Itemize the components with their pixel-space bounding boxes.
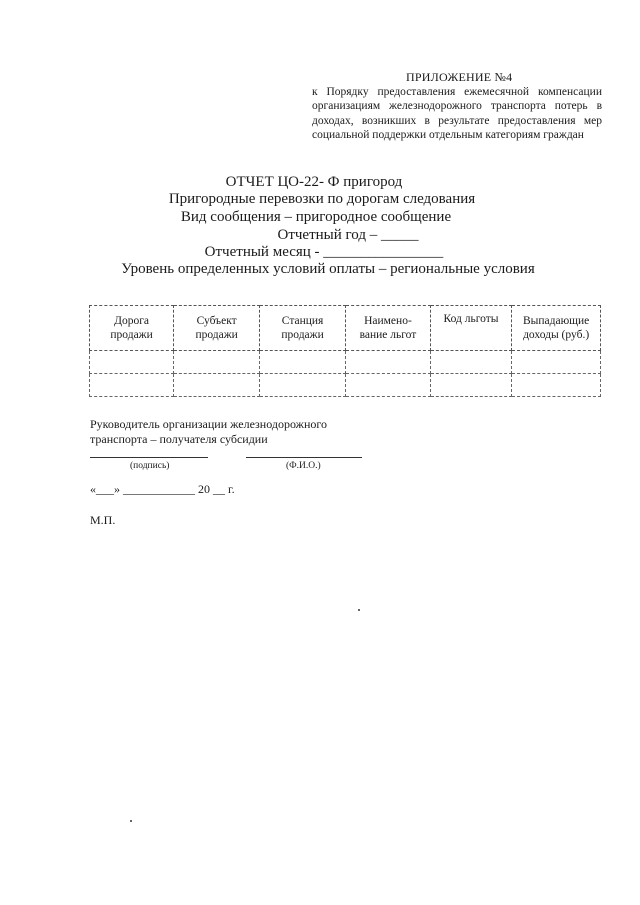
table-cell[interactable] bbox=[90, 374, 174, 397]
reporting-month: Отчетный месяц - ________________ bbox=[204, 244, 444, 260]
table-row bbox=[90, 351, 601, 374]
header-line: Выпадающие bbox=[522, 315, 590, 327]
header-line: доходы (руб.) bbox=[523, 329, 590, 341]
reporting-year: Отчетный год – _____ bbox=[277, 227, 419, 243]
date-line: «___» ____________ 20 __ г. bbox=[90, 482, 235, 496]
header-line: продажи bbox=[110, 329, 153, 341]
header-line: продажи bbox=[281, 329, 324, 341]
table-cell[interactable] bbox=[90, 351, 174, 374]
signature-field[interactable] bbox=[90, 457, 208, 458]
table-cell[interactable] bbox=[174, 351, 260, 374]
report-title: ОТЧЕТ ЦО-22- Ф пригород bbox=[225, 174, 403, 190]
table-cell[interactable] bbox=[346, 374, 431, 397]
report-subtitle: Пригородные перевозки по дорогам следования bbox=[168, 191, 476, 207]
table-cell[interactable] bbox=[430, 374, 511, 397]
head-of-organization-line1: Руководитель организации железнодорожного bbox=[90, 417, 327, 431]
stamp-place: М.П. bbox=[90, 513, 116, 527]
header-line: вание льгот bbox=[359, 329, 417, 341]
header-line: Субъект bbox=[196, 315, 237, 327]
header-line: Наимено- bbox=[364, 315, 412, 327]
col-header-benefit-name bbox=[346, 306, 431, 351]
appendix-text: к Порядку предоставления ежемесячной компенсации организациям железнодорожного транспорта потерь в доходах, возникших в результате предоставления мер социальной поддержки отдельным категориям граждан bbox=[312, 86, 602, 142]
head-of-organization-line2: транспорта – получателя субсидии bbox=[90, 432, 268, 446]
table-header-row bbox=[90, 306, 601, 351]
payment-conditions: Уровень определенных условий оплаты – региональные условия bbox=[121, 261, 535, 277]
message-type: Вид сообщения – пригородное сообщение bbox=[180, 209, 452, 225]
name-caption: (Ф.И.О.) bbox=[286, 461, 321, 471]
table-cell[interactable] bbox=[260, 374, 346, 397]
header-line: продажи bbox=[195, 329, 238, 341]
col-header-subject bbox=[174, 306, 260, 351]
col-header-lost-income bbox=[512, 306, 601, 351]
table-cell[interactable] bbox=[430, 351, 511, 374]
header-line: Код льготы bbox=[443, 313, 499, 325]
col-header-road bbox=[90, 306, 174, 351]
signature-caption: (подпись) bbox=[130, 461, 170, 471]
name-field[interactable] bbox=[246, 457, 362, 458]
col-header-station bbox=[260, 306, 346, 351]
report-table bbox=[89, 305, 601, 397]
scan-speck bbox=[130, 820, 132, 822]
table-cell[interactable] bbox=[346, 351, 431, 374]
header-line: Дорога bbox=[114, 315, 150, 327]
table-cell[interactable] bbox=[260, 351, 346, 374]
scan-speck bbox=[358, 609, 360, 611]
table-cell[interactable] bbox=[174, 374, 260, 397]
table-row bbox=[90, 374, 601, 397]
header-line: Станция bbox=[281, 315, 324, 327]
table-cell[interactable] bbox=[512, 351, 601, 374]
table-cell[interactable] bbox=[512, 374, 601, 397]
appendix-title: ПРИЛОЖЕНИЕ №4 bbox=[406, 70, 513, 84]
col-header-benefit-code bbox=[430, 306, 511, 351]
